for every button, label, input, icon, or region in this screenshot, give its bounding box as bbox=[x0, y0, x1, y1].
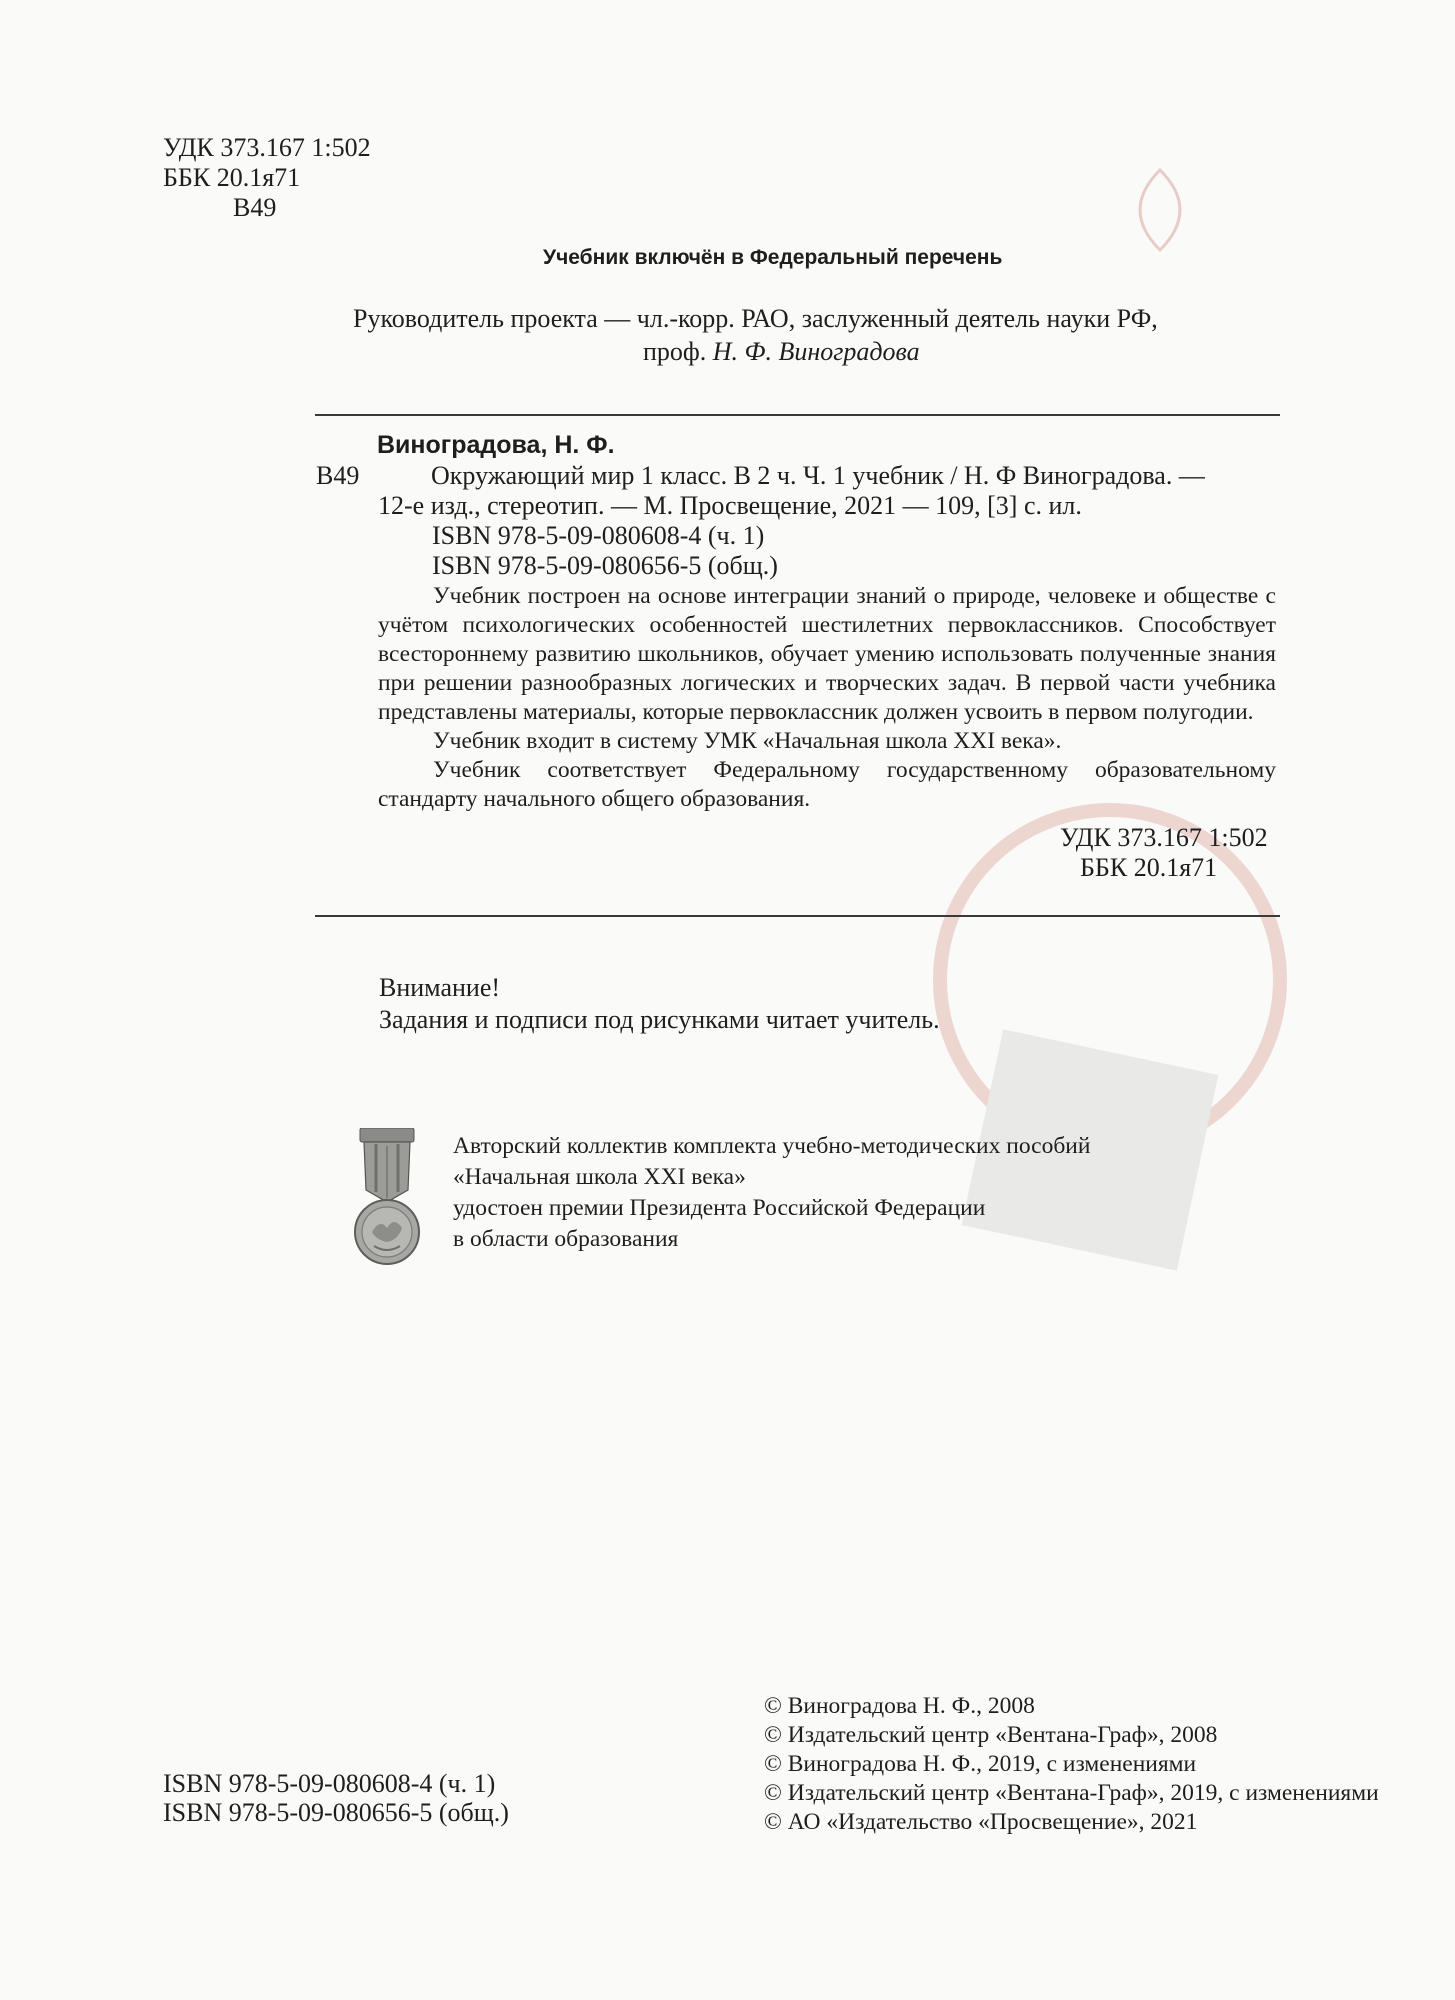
copyright-line: © Издательский центр «Вентана-Граф», 2019, с изменениями bbox=[764, 1780, 1379, 1806]
bbk-top: ББК 20.1я71 bbox=[163, 163, 301, 192]
annotation-paragraph-1: Учебник построен на основе интеграции знаний о природе, человеке и обществе с учётом психологических особенностей шестилетних первоклассников. Способствует всестороннему развитию школьников, обучает умению использовать полученные знания при решении разнообразных логических и творческих задач. В первой части учебника представлены материалы, которые первоклассник должен усвоить в первом полугодии. bbox=[378, 583, 1276, 725]
project-lead-title: проф. bbox=[643, 337, 707, 366]
award-line4: в области образования bbox=[453, 1226, 679, 1252]
udk-top: УДК 373.167 1:502 bbox=[163, 133, 371, 162]
catalog-annotation bbox=[378, 582, 1276, 814]
copyright-line: © АО «Издательство «Просвещение», 2021 bbox=[764, 1809, 1198, 1835]
project-lead-line2 bbox=[643, 336, 920, 367]
award-line1: Авторский коллектив комплекта учебно-методических пособий bbox=[453, 1133, 1091, 1159]
notice-title: Внимание! bbox=[379, 973, 501, 1002]
catalog-author-heading: Виноградова, Н. Ф. bbox=[377, 431, 615, 459]
project-lead-name: Н. Ф. Виноградова bbox=[712, 337, 920, 366]
catalog-title-line2: 12-е изд., стереотип. — М. Просвещение, 2021 — 109, [3] с. ил. bbox=[378, 491, 1082, 520]
bottom-isbn1: ISBN 978-5-09-080608-4 (ч. 1) bbox=[163, 1769, 496, 1798]
award-line3: удостоен премии Президента Российской Федерации bbox=[453, 1195, 986, 1221]
catalog-author-mark: В49 bbox=[316, 461, 360, 490]
medal-icon bbox=[352, 1128, 422, 1273]
annotation-paragraph-3: Учебник соответствует Федеральному государственному образовательному стандарту начального общего образования. bbox=[378, 757, 1276, 812]
author-mark-top: В49 bbox=[233, 193, 277, 222]
notice-text: Задания и подписи под рисунками читает учитель. bbox=[379, 1005, 940, 1034]
catalog-isbn1: ISBN 978-5-09-080608-4 (ч. 1) bbox=[432, 521, 765, 550]
award-line2: «Начальная школа XXI века» bbox=[453, 1164, 746, 1190]
copyright-line: © Виноградова Н. Ф., 2019, с изменениями bbox=[764, 1751, 1197, 1777]
catalog-top-rule bbox=[315, 414, 1280, 416]
catalog-isbn2: ISBN 978-5-09-080656-5 (общ.) bbox=[432, 551, 778, 580]
copyright-line: © Виноградова Н. Ф., 2008 bbox=[764, 1693, 1035, 1719]
federal-list-note: Учебник включён в Федеральный перечень bbox=[543, 246, 1003, 269]
copyright-line: © Издательский центр «Вентана-Граф», 2008 bbox=[764, 1722, 1218, 1748]
project-lead-line1: Руководитель проекта — чл.-корр. РАО, заслуженный деятель науки РФ, bbox=[353, 304, 1158, 333]
annotation-paragraph-2: Учебник входит в систему УМК «Начальная школа XXI века». bbox=[433, 728, 1062, 754]
bottom-isbn2: ISBN 978-5-09-080656-5 (общ.) bbox=[163, 1798, 509, 1827]
catalog-title-line1: Окружающий мир 1 класс. В 2 ч. Ч. 1 учебник / Н. Ф Виноградова. — bbox=[431, 461, 1205, 490]
catalog-udk: УДК 373.167 1:502 bbox=[1060, 823, 1268, 852]
catalog-bbk: ББК 20.1я71 bbox=[1080, 853, 1218, 882]
catalog-bottom-rule bbox=[315, 915, 1280, 917]
